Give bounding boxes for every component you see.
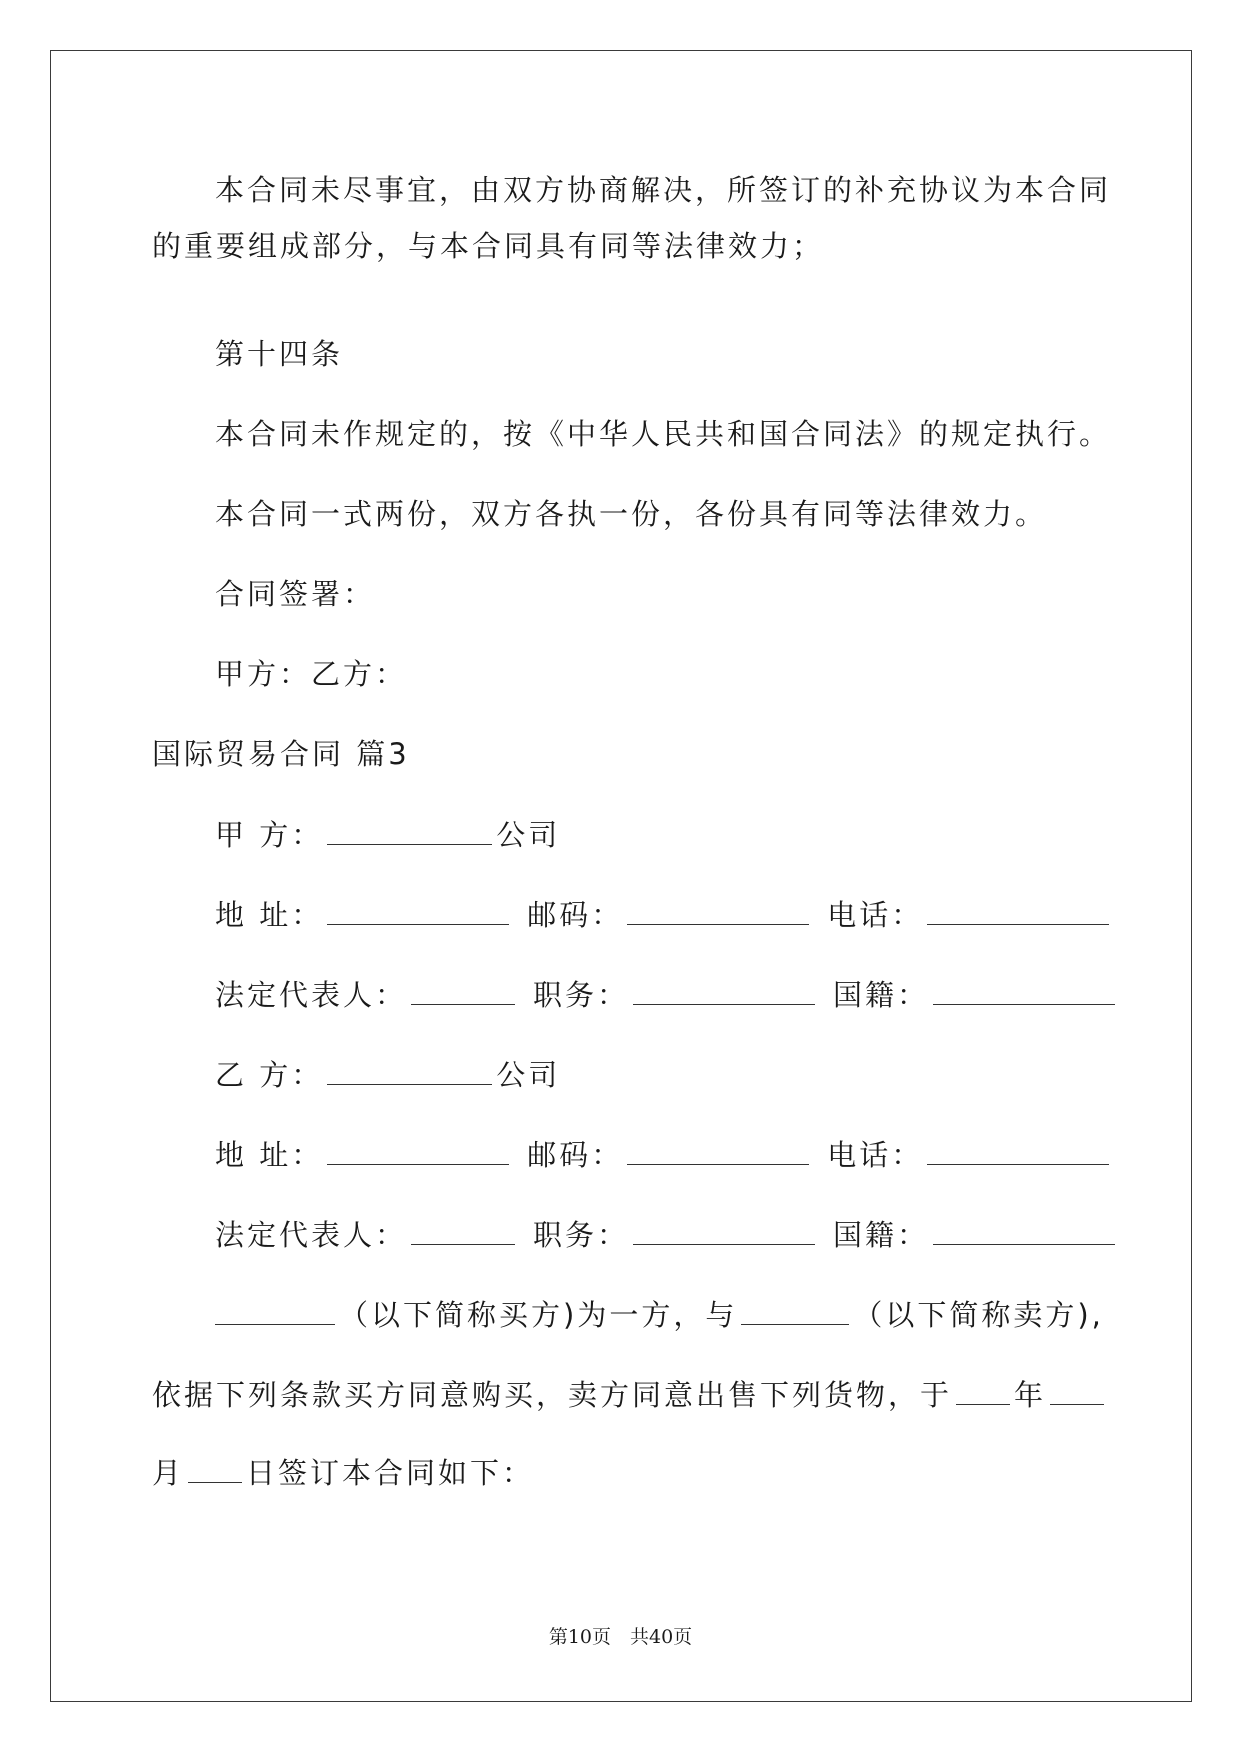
buyer-note: （以下简称买方)为一方，与: [339, 1298, 738, 1332]
intro-line-2: [152, 1378, 1108, 1410]
phone-blank[interactable]: [927, 1138, 1109, 1165]
position-blank[interactable]: [633, 1218, 815, 1245]
postcode-blank[interactable]: [627, 1138, 809, 1165]
phone-blank[interactable]: [927, 898, 1109, 925]
seller-blank[interactable]: [741, 1298, 849, 1325]
seller-note: （以下简称卖方),: [853, 1298, 1104, 1332]
page-border: [50, 50, 1192, 1702]
phone-label: 电话：: [827, 898, 924, 932]
position-label: 职务：: [533, 1218, 630, 1252]
rep-blank[interactable]: [411, 1218, 515, 1245]
paragraph-line: 的重要组成部分，与本合同具有同等法律效力；: [152, 229, 825, 263]
postcode-label: 邮码：: [527, 1138, 624, 1172]
article-heading: 第十四条: [215, 337, 344, 371]
party-b-row: [215, 1058, 560, 1090]
party-b-name-blank[interactable]: [327, 1058, 492, 1085]
intro-end: 日签订本合同如下：: [246, 1456, 535, 1490]
postcode-blank[interactable]: [627, 898, 809, 925]
party-a-rep-row: [215, 978, 1119, 1010]
nationality-label: 国籍：: [833, 978, 930, 1012]
day-blank[interactable]: [188, 1456, 242, 1483]
signature-label: 合同签署：: [215, 577, 376, 611]
intro-text: 依据下列条款买方同意购买，卖方同意出售下列货物，于: [152, 1378, 953, 1412]
nationality-label: 国籍：: [833, 1218, 930, 1252]
rep-label: 法定代表人：: [215, 1218, 408, 1252]
page-number: 第10页 共40页: [548, 1626, 693, 1648]
party-b-suffix: 公司: [496, 1058, 561, 1092]
month-blank[interactable]: [1050, 1378, 1104, 1405]
party-b-rep-row: [215, 1218, 1119, 1250]
party-b-contact-row: [215, 1138, 1113, 1170]
month-label: 月: [152, 1456, 185, 1490]
position-blank[interactable]: [633, 978, 815, 1005]
buyer-blank[interactable]: [215, 1298, 335, 1325]
nationality-blank[interactable]: [933, 1218, 1115, 1245]
paragraph-line: 本合同一式两份，双方各执一份，各份具有同等法律效力。: [215, 497, 1048, 531]
address-label: 地 址：: [215, 1138, 324, 1172]
postcode-label: 邮码：: [527, 898, 624, 932]
party-a-row: [215, 818, 560, 850]
intro-line-1: [215, 1298, 1104, 1330]
party-b-label: 乙 方：: [215, 1058, 324, 1092]
phone-label: 电话：: [827, 1138, 924, 1172]
year-label: 年: [1014, 1378, 1047, 1412]
address-label: 地 址：: [215, 898, 324, 932]
nationality-blank[interactable]: [933, 978, 1115, 1005]
paragraph-line: 本合同未尽事宜，由双方协商解决，所签订的补充协议为本合同: [215, 173, 1112, 207]
address-blank[interactable]: [327, 898, 509, 925]
rep-blank[interactable]: [411, 978, 515, 1005]
address-blank[interactable]: [327, 1138, 509, 1165]
intro-line-3: [152, 1456, 534, 1488]
year-blank[interactable]: [956, 1378, 1010, 1405]
party-a-suffix: 公司: [496, 818, 561, 852]
paragraph-line: 本合同未作规定的，按《中华人民共和国合同法》的规定执行。: [215, 417, 1112, 451]
party-a-label: 甲 方：: [215, 818, 324, 852]
party-a-contact-row: [215, 898, 1113, 930]
section-title: 国际贸易合同 篇3: [152, 737, 410, 771]
party-a-name-blank[interactable]: [327, 818, 492, 845]
parties-label: 甲方：乙方：: [215, 657, 408, 691]
rep-label: 法定代表人：: [215, 978, 408, 1012]
position-label: 职务：: [533, 978, 630, 1012]
